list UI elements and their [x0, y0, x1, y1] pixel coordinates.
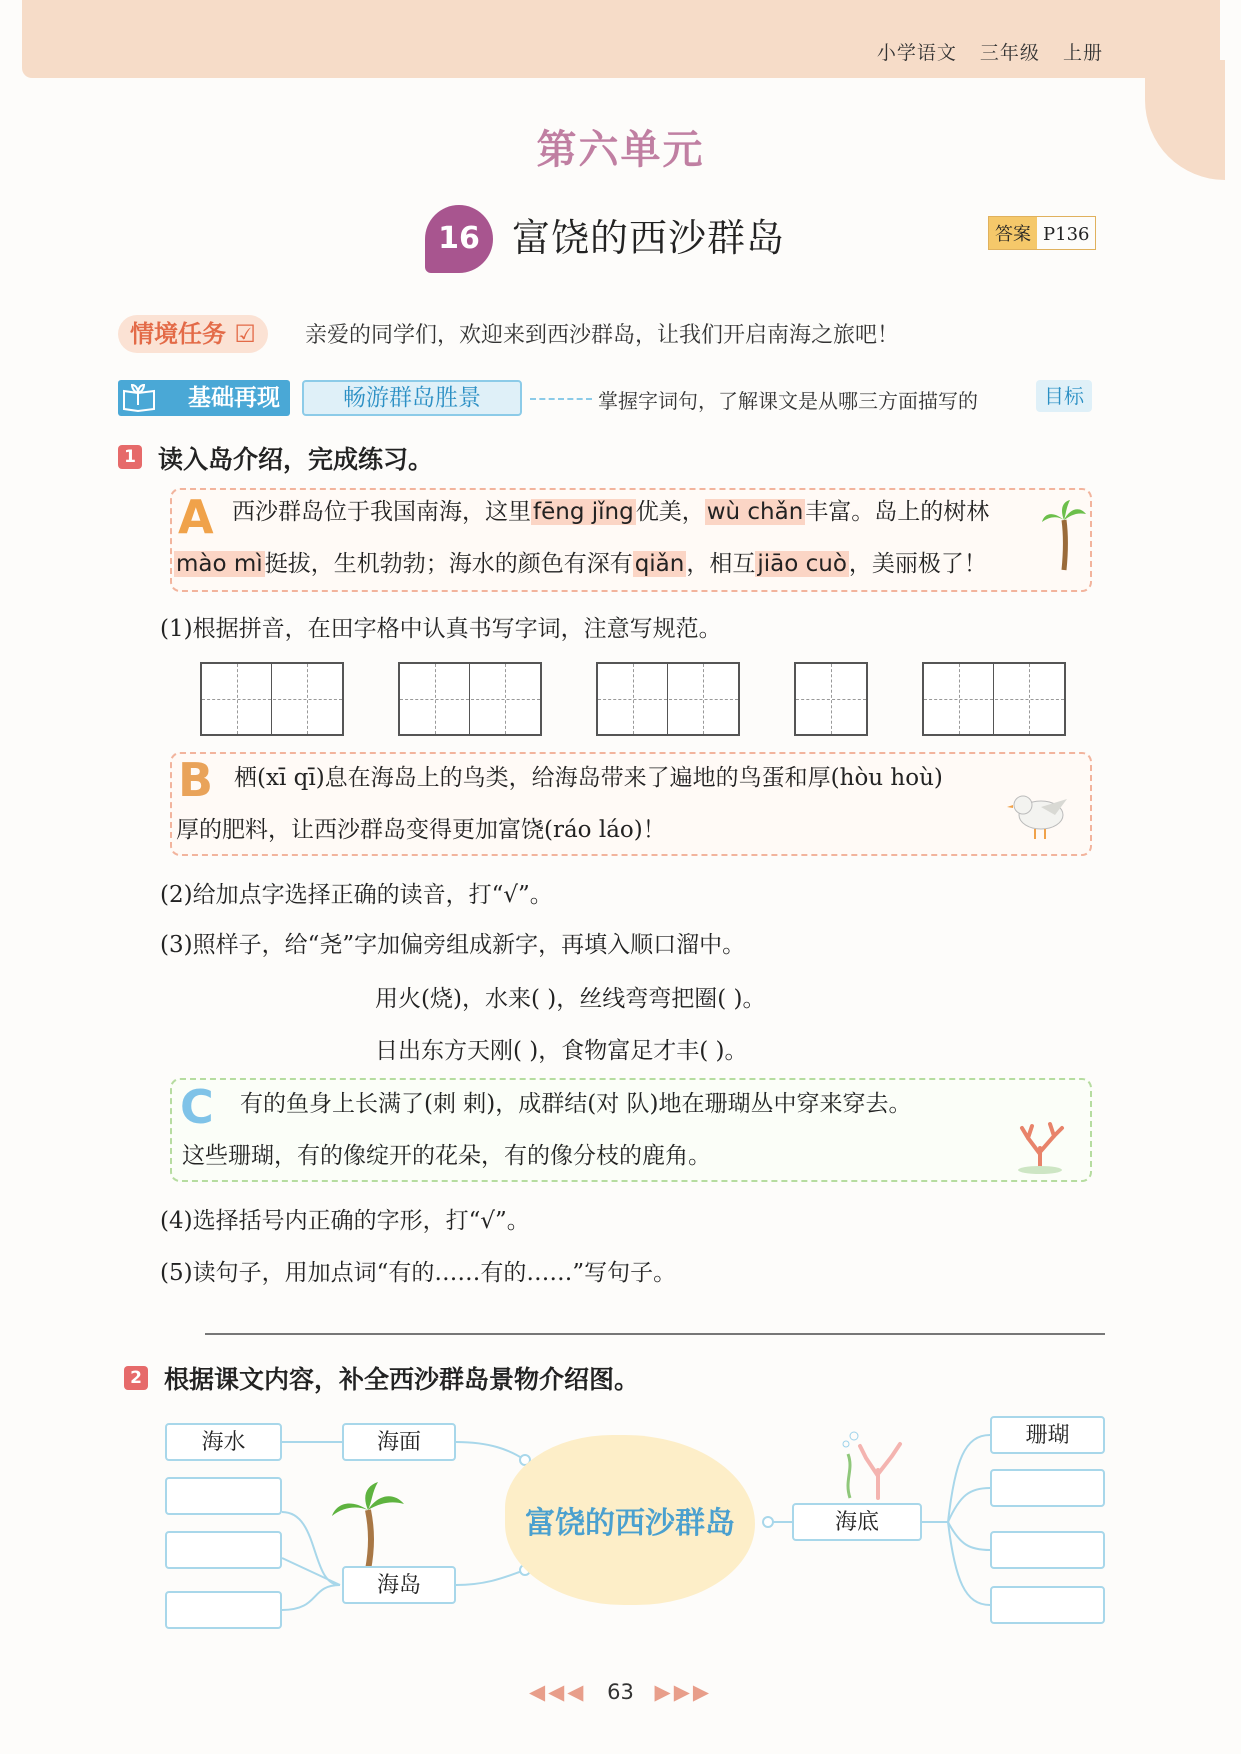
- question-2-number: 2: [124, 1366, 148, 1390]
- passage-c-line-2: 这些珊瑚，有的像绽开的花朵，有的像分枝的鹿角。: [182, 1143, 711, 1169]
- mind-map-center: 富饶的西沙群岛: [525, 1506, 735, 1541]
- writing-grid-1[interactable]: [200, 662, 344, 736]
- rhyme-line-2: 日出东方天刚( )，食物富足才丰( )。: [375, 1038, 748, 1064]
- sub-question-2: (2)给加点字选择正确的读音，打“√”。: [160, 882, 553, 908]
- right-arrows-icon: ▶▶▶: [654, 1680, 712, 1704]
- blank-seabed-item-3[interactable]: [990, 1586, 1105, 1624]
- seaweed-coral-icon: [838, 1430, 928, 1504]
- passage-b-letter: B: [178, 753, 214, 807]
- writing-grid-2[interactable]: [398, 662, 542, 736]
- node-island: 海岛: [342, 1566, 456, 1604]
- node-coral: 珊瑚: [990, 1416, 1105, 1454]
- left-arrows-icon: ◀◀◀: [528, 1680, 587, 1704]
- coral-icon: [1010, 1118, 1070, 1178]
- book-sprout-icon: [122, 383, 156, 420]
- goal-label: 目标: [1036, 380, 1092, 412]
- blank-seabed-item-2[interactable]: [990, 1531, 1105, 1569]
- sub-question-3: (3)照样子，给“尧”字加偏旁组成新字，再填入顺口溜中。: [160, 932, 746, 958]
- question-1-title: 读入岛介绍，完成练习。: [158, 445, 434, 474]
- sub-question-4: (4)选择括号内正确的字形，打“√”。: [160, 1208, 530, 1234]
- section-main-label: 基础再现: [118, 380, 290, 416]
- answer-line[interactable]: [205, 1333, 1105, 1335]
- passage-c-letter: C: [180, 1080, 214, 1134]
- passage-b-line-2: 厚的肥料，让西沙群岛变得更加富饶(ráo láo)！: [176, 817, 666, 843]
- seagull-icon: [1005, 785, 1075, 849]
- question-1-number: 1: [118, 445, 142, 469]
- passage-a-line-2: mào mì挺拔，生机勃勃；海水的颜色有深有qiǎn，相互jiāo cuò，美丽极了！: [176, 551, 987, 577]
- book-volume: 上册: [1062, 42, 1103, 64]
- lesson-number-badge: 16: [425, 205, 493, 273]
- node-sea-water: 海水: [165, 1423, 282, 1461]
- writing-grid-5[interactable]: [922, 662, 1066, 736]
- writing-grid-3[interactable]: [596, 662, 740, 736]
- book-grade: 三年级: [979, 42, 1040, 64]
- section-goal-text: 掌握字词句，了解课文是从哪三方面描写的: [598, 389, 978, 413]
- task-text: 亲爱的同学们，欢迎来到西沙群岛，让我们开启南海之旅吧！: [305, 323, 900, 348]
- task-label: 情境任务 ☑: [118, 315, 268, 353]
- answer-reference[interactable]: [988, 216, 1096, 250]
- unit-title: 第六单元: [536, 127, 705, 173]
- passage-a-line-1: 西沙群岛位于我国南海，这里fēng jǐng优美，wù chǎn丰富。岛上的树林: [232, 499, 990, 525]
- writing-grid-4[interactable]: [794, 662, 868, 736]
- passage-b-line-1: 栖(xī qī)息在海岛上的鸟类，给海岛带来了遍地的鸟蛋和厚(hòu hoù): [234, 765, 943, 791]
- palm-tree-icon: [1040, 500, 1088, 582]
- section-sub-label: 畅游群岛胜景: [302, 380, 522, 416]
- sub-question-5: (5)读句子，用加点词“有的……有的……”写句子。: [160, 1260, 677, 1286]
- blank-island-item-3[interactable]: [165, 1591, 282, 1629]
- book-info: [861, 38, 1103, 65]
- book-subject: 小学语文: [876, 42, 957, 64]
- checkbox-icon: ☑: [234, 320, 256, 348]
- answer-page: P136: [1043, 224, 1090, 245]
- node-seabed: 海底: [792, 1503, 922, 1541]
- lesson-title: 富饶的西沙群岛: [512, 216, 786, 260]
- blank-island-item-1[interactable]: [165, 1477, 282, 1515]
- palm-tree-icon: [328, 1482, 408, 1576]
- blank-seabed-item-1[interactable]: [990, 1469, 1105, 1507]
- answer-label: 答案: [989, 217, 1037, 249]
- passage-a-letter: A: [178, 490, 214, 544]
- rhyme-line-1: 用火(烧)，水来( )，丝线弯弯把圈( )。: [375, 986, 766, 1012]
- blank-island-item-2[interactable]: [165, 1531, 282, 1569]
- question-2-title: 根据课文内容，补全西沙群岛景物介绍图。: [164, 1365, 640, 1394]
- passage-c-line-1: 有的鱼身上长满了(刺 剌)，成群结(对 队)地在珊瑚丛中穿来穿去。: [240, 1091, 912, 1117]
- section-divider: [530, 398, 592, 400]
- node-sea-surface: 海面: [342, 1423, 456, 1461]
- sub-question-1: (1)根据拼音，在田字格中认真书写字词，注意写规范。: [160, 616, 722, 642]
- page-number: ◀◀◀ 63 ▶▶▶: [528, 1680, 712, 1704]
